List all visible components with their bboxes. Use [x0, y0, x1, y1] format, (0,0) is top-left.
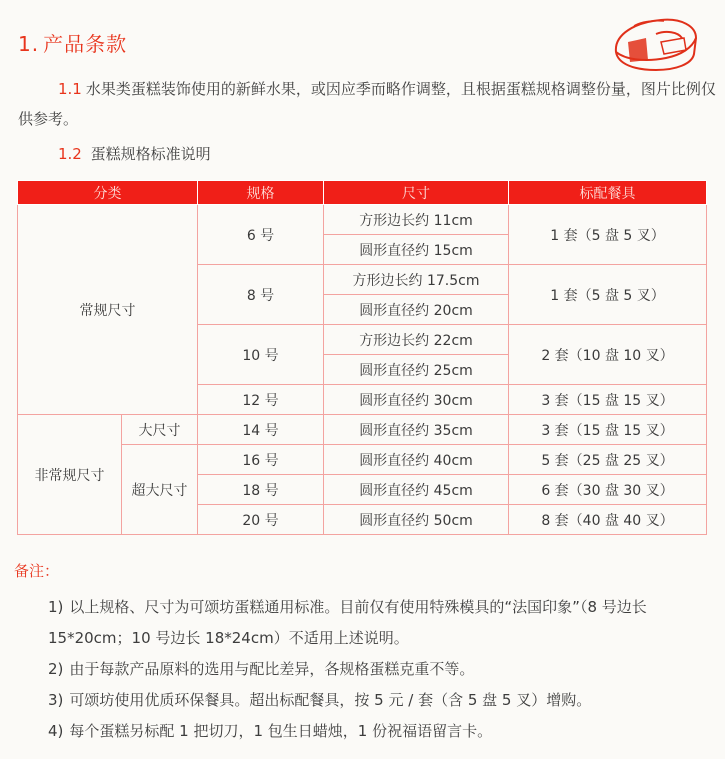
spec-cell: 12 号 — [198, 385, 324, 415]
spec-cell: 16 号 — [198, 445, 324, 475]
spec-cell: 14 号 — [198, 415, 324, 445]
table-row — [18, 445, 707, 475]
table-row — [18, 415, 707, 445]
clause-number: 1.1 — [58, 80, 82, 98]
tableware-cell: 5 套（25 盘 25 叉） — [509, 445, 707, 475]
table-row — [18, 205, 707, 235]
size-cell: 方形边长约 11cm — [324, 205, 509, 235]
header-spec: 规格 — [198, 181, 324, 205]
note-index: 4) — [48, 722, 64, 740]
note-text: 以上规格、尺寸为可颂坊蛋糕通用标准。目前仅有使用特殊模具的“法国印象”（8 号边长 15*20cm；10 号边长 18*24cm）不适用上述说明。 — [48, 598, 647, 647]
size-cell: 圆形直径约 35cm — [324, 415, 509, 445]
note-text: 可颂坊使用优质环保餐具。超出标配餐具，按 5 元 / 套（含 5 盘 5 叉）增购。 — [69, 691, 592, 709]
category-extra-large: 超大尺寸 — [122, 445, 198, 535]
tableware-cell: 8 套（40 盘 40 叉） — [509, 505, 707, 535]
note-index: 1) — [48, 598, 64, 616]
tableware-cell: 3 套（15 盘 15 叉） — [509, 385, 707, 415]
size-cell: 圆形直径约 25cm — [324, 355, 509, 385]
note-index: 3) — [48, 691, 64, 709]
header-tableware: 标配餐具 — [509, 181, 707, 205]
header-size: 尺寸 — [324, 181, 509, 205]
clause-text: 水果类蛋糕装饰使用的新鲜水果，或因应季而略作调整，且根据蛋糕规格调整份量，图片比例仅供参考。 — [18, 80, 716, 128]
size-cell: 圆形直径约 50cm — [324, 505, 509, 535]
category-large: 大尺寸 — [122, 415, 198, 445]
spec-cell: 6 号 — [198, 205, 324, 265]
size-cell: 圆形直径约 15cm — [324, 235, 509, 265]
clause-text: 蛋糕规格标准说明 — [90, 145, 211, 163]
note-index: 2) — [48, 660, 64, 678]
spec-cell: 10 号 — [198, 325, 324, 385]
tableware-cell: 1 套（5 盘 5 叉） — [509, 205, 707, 265]
size-cell: 方形边长约 22cm — [324, 325, 509, 355]
tableware-cell: 1 套（5 盘 5 叉） — [509, 265, 707, 325]
note-item — [48, 592, 718, 654]
cake-spec-table — [17, 180, 707, 535]
header-category: 分类 — [18, 181, 198, 205]
section-title — [18, 28, 127, 57]
note-item — [48, 685, 718, 716]
size-cell: 圆形直径约 40cm — [324, 445, 509, 475]
clause-number: 1.2 — [58, 145, 82, 163]
size-cell: 圆形直径约 20cm — [324, 295, 509, 325]
notes-title: 备注： — [14, 562, 60, 580]
notes-list — [48, 592, 718, 747]
clause-1-2 — [58, 139, 725, 169]
note-text: 每个蛋糕另标配 1 把切刀，1 包生日蜡烛，1 份祝福语留言卡。 — [69, 722, 493, 740]
tableware-cell: 6 套（30 盘 30 叉） — [509, 475, 707, 505]
tableware-cell: 2 套（10 盘 10 叉） — [509, 325, 707, 385]
section-title-text: 产品条款 — [43, 32, 128, 56]
spec-cell: 8 号 — [198, 265, 324, 325]
tableware-cell: 3 套（15 盘 15 叉） — [509, 415, 707, 445]
spec-cell: 20 号 — [198, 505, 324, 535]
table-header-row — [18, 181, 707, 205]
note-item — [48, 654, 718, 685]
size-cell: 圆形直径约 45cm — [324, 475, 509, 505]
category-regular: 常规尺寸 — [18, 205, 198, 415]
clause-1-1 — [18, 74, 718, 134]
note-item — [48, 716, 718, 747]
spec-cell: 18 号 — [198, 475, 324, 505]
category-irregular: 非常规尺寸 — [18, 415, 122, 535]
note-text: 由于每款产品原料的选用与配比差异，各规格蛋糕克重不等。 — [69, 660, 475, 678]
size-cell: 圆形直径约 30cm — [324, 385, 509, 415]
size-cell: 方形边长约 17.5cm — [324, 265, 509, 295]
cake-slice-icon — [606, 12, 702, 82]
section-number: 1. — [18, 32, 40, 56]
